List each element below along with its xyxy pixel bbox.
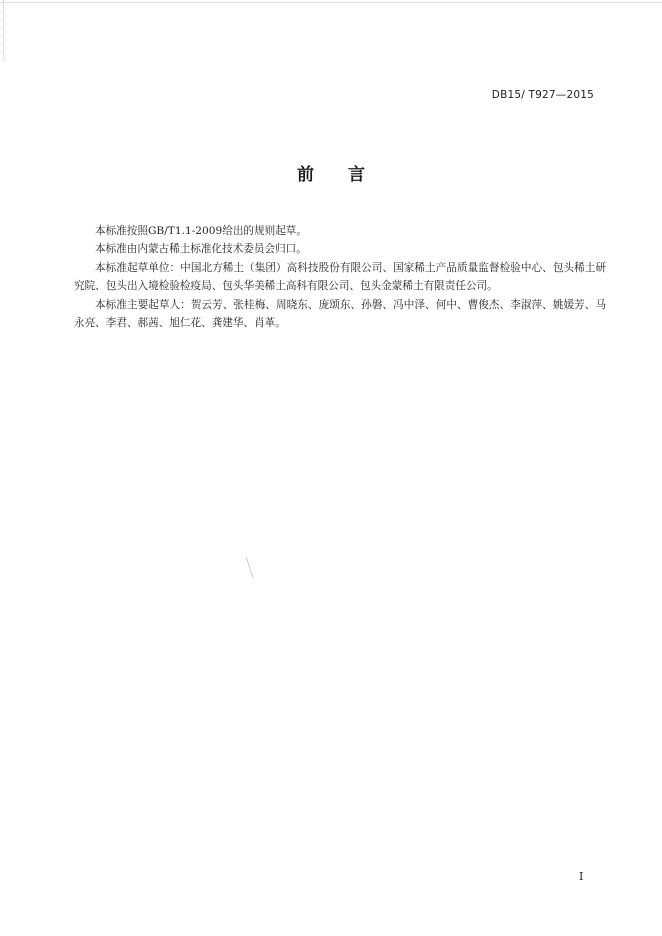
paragraph-committee: 本标准由内蒙古稀土标准化技术委员会归口。 <box>95 243 307 256</box>
page-number: I <box>579 870 584 883</box>
standard-code: DB15/ T927—2015 <box>491 89 594 101</box>
page-title: 前言 <box>297 165 399 185</box>
paragraph-drafting-rules: 本标准按照GB/T1.1-2009给出的规则起草。 <box>95 225 307 237</box>
paragraph-drafting-units: 本标准起草单位：中国北方稀土（集团）高科技股份有限公司、国家稀土产品质量监督检验中心、包头稀土研究院、包头出入境检验检疫局、包头华美稀土高科有限公司、包头金蒙稀土有限责任公司。 <box>74 261 606 293</box>
scan-artifact-mark <box>246 556 254 577</box>
foreword-body <box>74 222 606 332</box>
paragraph-drafters: 本标准主要起草人：贺云芳、张桂梅、周晓东、庞颂东、孙磐、冯中泽、何中、曹俊杰、李淑萍、姚媛芳、马永亮、李君、郝茜、旭仁花、龚建华、肖革。 <box>74 298 606 330</box>
scan-border-top <box>0 2 662 3</box>
scan-border-left <box>3 0 5 60</box>
